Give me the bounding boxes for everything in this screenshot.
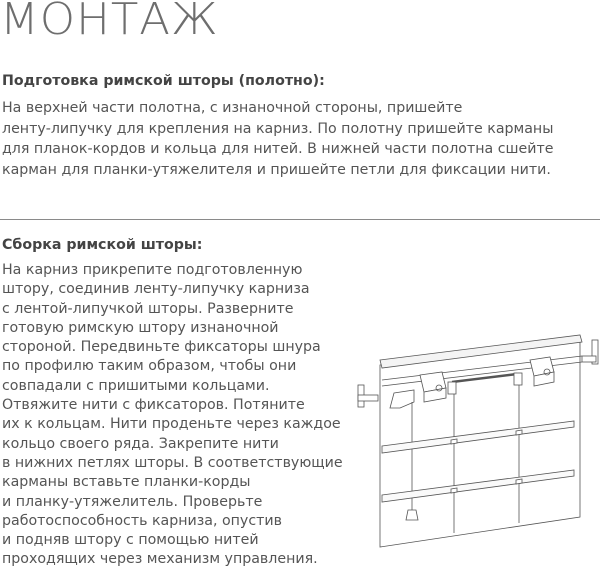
text-line: карманы вставьте планки-корды bbox=[2, 474, 251, 491]
text-line: стороной. Передвиньте фиксаторы шнура bbox=[2, 339, 321, 356]
section-heading-assembly: Сборка римской шторы: bbox=[2, 237, 203, 253]
text-line: и подняв штору с помощью нитей bbox=[2, 532, 259, 549]
roman-blind-assembly-icon bbox=[352, 330, 600, 555]
text-line: кольцо своего ряда. Закрепите нити bbox=[2, 435, 279, 452]
text-line: Отвяжите нити с фиксаторов. Потяните bbox=[2, 397, 305, 414]
section-divider bbox=[0, 219, 600, 220]
text-line: штору, соединив ленту-липучку карниза bbox=[2, 281, 310, 298]
text-line: работоспособность карниза, опустив bbox=[2, 512, 282, 529]
text-line: совпадали с пришитыми кольцами. bbox=[2, 377, 270, 394]
text-line: для планок-кордов и кольца для нитей. В нижней части полотна сшейте bbox=[2, 141, 554, 157]
text-line: по профилю таким образом, чтобы они bbox=[2, 358, 297, 375]
text-line: и планку-утяжелитель. Проверьте bbox=[2, 493, 263, 510]
page-title: МОНТАЖ bbox=[0, 0, 219, 45]
text-line: ленту-липучку для крепления на карниз. По полотну пришейте карманы bbox=[2, 120, 554, 137]
text-line: карман для планки-утяжелителя и пришейте петли для фиксации нити. bbox=[2, 161, 551, 178]
text-line: готовую римскую штору изнаночной bbox=[2, 319, 279, 336]
section-text-assembly bbox=[2, 261, 343, 570]
text-line: На карниз прикрепите подготовленную bbox=[2, 262, 303, 278]
section-heading-preparation: Подготовка римской шторы (полотно): bbox=[2, 73, 325, 89]
text-line: в нижних петлях шторы. В соответствующие bbox=[2, 454, 343, 471]
text-line: На верхней части полотна, с изнаночной стороны, пришейте bbox=[2, 100, 463, 116]
text-line: их к кольцам. Нити проденьте через каждое bbox=[2, 416, 341, 433]
text-line: с лентой-липучкой шторы. Разверните bbox=[2, 300, 294, 317]
section-text-preparation bbox=[2, 98, 553, 180]
text-line: проходящих через механизм управления. bbox=[2, 551, 318, 568]
